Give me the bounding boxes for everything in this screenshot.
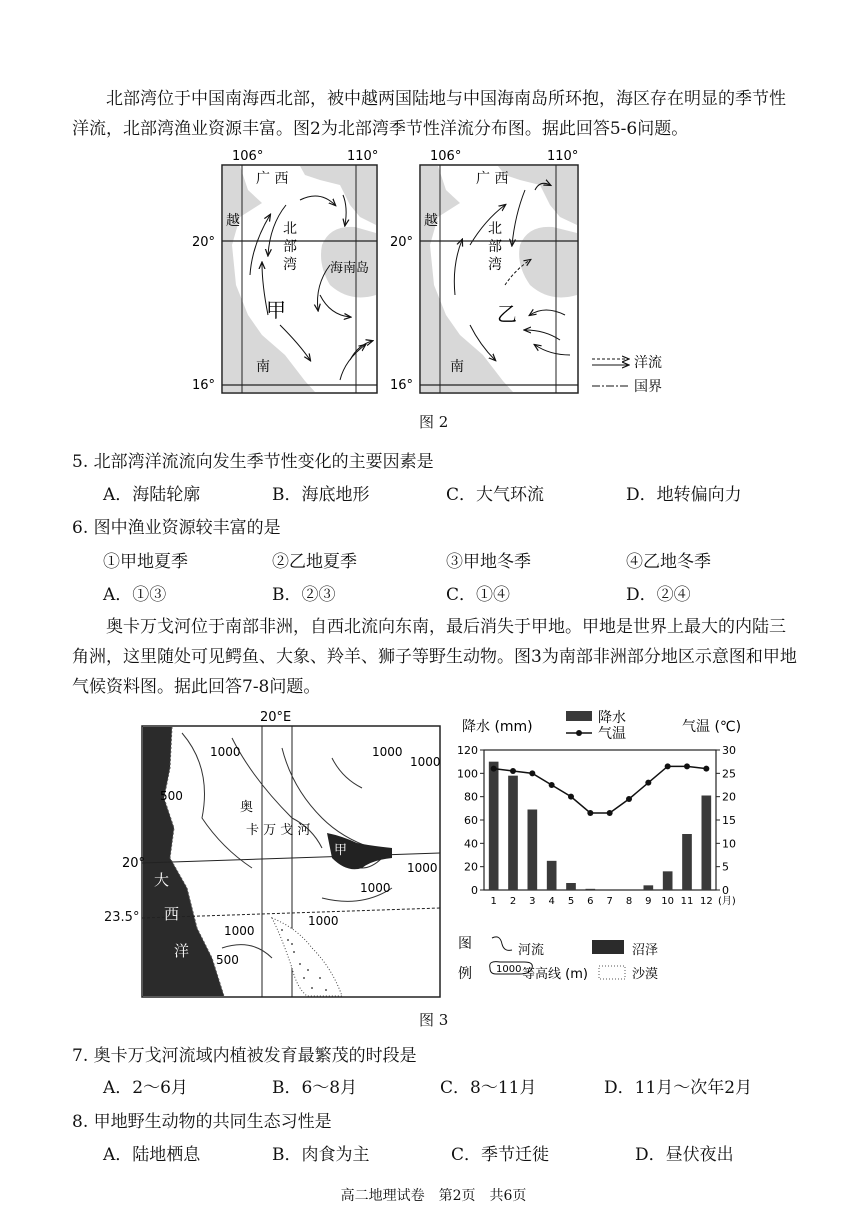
x-tick-label: 10 (661, 896, 675, 907)
map-lat-20: 20° (122, 856, 146, 871)
y2-tick-label: 15 (722, 814, 736, 827)
q8-option-a[interactable]: A．陆地栖息 (103, 1145, 201, 1165)
x-tick-label: 8 (625, 896, 633, 907)
q7-option-a[interactable]: A．2～6月 (103, 1078, 188, 1098)
q6-option-a[interactable]: A．①③ (103, 585, 167, 605)
river-label-2: 卡 万 戈 河 (246, 823, 311, 838)
q6-option-b[interactable]: B．②③ (272, 585, 336, 605)
legend-contour: 等高线 (m) (522, 967, 588, 982)
legend-desert: 沙漠 (632, 967, 659, 982)
ocean-label-2: 西 (164, 905, 180, 923)
q7-option-d[interactable]: D．11月～次年2月 (604, 1078, 753, 1098)
label-guangxi-right: 广 西 (476, 171, 509, 187)
label-bay-3-right: 湾 (488, 257, 502, 273)
label-jia-left: 甲 (266, 298, 286, 322)
temperature-point (510, 768, 516, 774)
y2-tick-label: 10 (722, 837, 736, 851)
q5-option-d[interactable]: D．地转偏向力 (626, 485, 742, 505)
legend-river-symbol (492, 937, 512, 951)
contour-label-6: 1000 (360, 881, 391, 895)
temperature-point (645, 780, 651, 786)
figure-2-caption: 图 2 (419, 413, 449, 431)
legend-swamp: 沼泽 (632, 943, 659, 958)
chart-ylabel: 降水 (mm) (462, 719, 533, 735)
chart-ticks (457, 744, 736, 907)
label-nan-left: 南 (256, 359, 270, 375)
figure-2-maps (0, 145, 867, 405)
contour-label-3: 500 (160, 789, 183, 803)
contour-label-8: 1000 (224, 924, 255, 938)
q6-statement-2: ②乙地夏季 (272, 552, 357, 572)
contour-label-4: 1000 (410, 755, 441, 769)
map-jia-label: 甲 (334, 843, 348, 858)
contour-label-5: 1000 (407, 861, 438, 875)
q8-option-c[interactable]: C．季节迁徙 (451, 1145, 550, 1165)
legend-border: 国界 (634, 379, 662, 395)
q8-option-b[interactable]: B．肉食为主 (272, 1145, 370, 1165)
lon-106-right: 106° (430, 149, 462, 164)
x-tick-label: 7 (606, 896, 613, 907)
page-footer: 高二地理试卷 第2页 共6页 (340, 1188, 527, 1204)
label-bay-1-right: 北 (488, 221, 502, 237)
y2-tick-label: 25 (722, 767, 736, 781)
label-guangxi-left: 广 西 (256, 171, 289, 187)
y-tick-label: 60 (464, 814, 478, 827)
x-tick-label: 1 (490, 896, 497, 907)
label-yi-right: 乙 (497, 302, 517, 326)
precip-bar (508, 776, 518, 890)
legend-temp-marker (576, 730, 582, 736)
temperature-point (684, 763, 690, 769)
legend-temp-label: 气温 (598, 726, 626, 742)
lat-20-left: 20° (192, 235, 216, 250)
figure-3-caption: 图 3 (419, 1011, 449, 1029)
map-left (192, 149, 378, 393)
precip-bar (682, 834, 692, 890)
q8-option-d[interactable]: D．昼伏夜出 (635, 1145, 734, 1165)
temperature-point (703, 766, 709, 772)
label-nan-right: 南 (450, 359, 464, 375)
question-6-stem: 6. 图中渔业资源较丰富的是 (72, 518, 281, 538)
intro-paragraph-1: 北部湾位于中国南海西北部，被中越两国陆地与中国海南岛所环抱，海区存在明显的季节性洋流，北部湾渔业资源丰富。图2为北部湾季节性洋流分布图。据此回答5-6问题。 (72, 89, 786, 139)
question-5-stem: 5. 北部湾洋流流向发生季节性变化的主要因素是 (72, 452, 434, 472)
climate-chart (454, 708, 744, 907)
temperature-point (549, 782, 555, 788)
legend-title-2: 例 (458, 966, 472, 982)
lat-16-left: 16° (192, 378, 216, 393)
precip-bar (702, 796, 712, 891)
temperature-point (529, 770, 535, 776)
legend-title-1: 图 (458, 936, 472, 952)
river-label-1: 奥 (240, 800, 254, 815)
precip-bar (489, 762, 499, 890)
map-lat-23-5: 23.5° (104, 910, 140, 925)
chart-y2label: 气温 (℃) (682, 719, 742, 735)
contour-label-9: 500 (216, 953, 239, 967)
temperature-point (568, 794, 574, 800)
ocean-label-1: 大 (154, 871, 170, 889)
x-tick-label: 12 (699, 896, 713, 907)
lon-106-left: 106° (232, 149, 264, 164)
y-tick-label: 80 (464, 790, 478, 804)
legend-precip-swatch (566, 711, 592, 721)
x-unit-label: (月) (718, 896, 736, 907)
q5-option-c[interactable]: C．大气环流 (446, 485, 545, 505)
question-7-stem: 7. 奥卡万戈河流域内植被发育最繁茂的时段是 (72, 1046, 417, 1066)
precip-bar (547, 861, 557, 890)
lon-110-right: 110° (547, 149, 579, 164)
y2-tick-label: 0 (722, 884, 729, 897)
label-bay-2-left: 部 (283, 239, 297, 255)
x-tick-label: 2 (509, 896, 517, 907)
temperature-point (626, 796, 632, 802)
label-hainan-left: 海南岛 (330, 261, 370, 276)
y-tick-label: 0 (471, 884, 478, 897)
x-tick-label: 3 (529, 896, 536, 907)
map-right (390, 149, 578, 393)
legend-desert-symbol (599, 966, 625, 979)
y2-tick-label: 5 (722, 860, 729, 874)
y-tick-label: 20 (464, 860, 478, 874)
label-bay-1-left: 北 (283, 221, 297, 237)
precip-bar (586, 889, 596, 890)
y2-tick-label: 20 (722, 790, 736, 804)
q6-statement-3: ③甲地冬季 (446, 552, 531, 572)
q6-option-d[interactable]: D．②④ (626, 585, 691, 605)
lat-16-right: 16° (390, 378, 414, 393)
legend-current: 洋流 (634, 355, 662, 371)
precip-bar (566, 883, 576, 890)
q5-option-a[interactable]: A．海陆轮廓 (103, 485, 201, 505)
intro-paragraph-2: 奥卡万戈河位于南部非洲，自西北流向东南，最后消失于甲地。甲地是世界上最大的内陆三角洲，这里随处可见鳄鱼、大象、羚羊、狮子等野生动物。图3为南部非洲部分地区示意图和甲地气候资料图。据此回答7-8问题。 (72, 617, 797, 697)
y2-tick-label: 30 (722, 744, 736, 757)
y-tick-label: 100 (457, 767, 478, 781)
label-bay-3-left: 湾 (283, 257, 297, 273)
map-lon-20e: 20°E (260, 710, 292, 725)
label-bay-2-right: 部 (488, 239, 502, 255)
chart-bars (489, 762, 711, 890)
temperature-point (665, 763, 671, 769)
label-yue-right: 越 (424, 213, 438, 229)
precip-bar (528, 810, 538, 891)
q6-option-c[interactable]: C．①④ (446, 585, 511, 605)
chart-temperature-line (491, 763, 710, 816)
q7-option-b[interactable]: B．6～8月 (272, 1078, 358, 1098)
x-tick-label: 6 (587, 896, 594, 907)
x-tick-label: 4 (548, 896, 555, 907)
question-8-stem: 8. 甲地野生动物的共同生态习性是 (72, 1112, 332, 1132)
q7-option-c[interactable]: C．8～11月 (440, 1078, 537, 1098)
temperature-point (607, 810, 613, 816)
y-tick-label: 40 (464, 837, 478, 851)
label-yue-left: 越 (226, 213, 240, 229)
temperature-line (494, 766, 707, 813)
contour-label-2: 1000 (372, 745, 403, 759)
y-tick-label: 120 (457, 744, 478, 757)
contour-label-1: 1000 (210, 745, 241, 759)
q5-option-b[interactable]: B．海底地形 (272, 485, 370, 505)
legend-river: 河流 (518, 943, 545, 958)
ocean-label-3: 洋 (174, 942, 190, 960)
temperature-point (587, 810, 593, 816)
q6-statement-1: ①甲地夏季 (103, 552, 188, 572)
fig2-legend (592, 354, 662, 395)
legend-precip-label: 降水 (598, 710, 626, 726)
x-tick-label: 5 (567, 896, 575, 907)
x-tick-label: 11 (680, 896, 694, 907)
lon-110-left: 110° (347, 149, 379, 164)
contour-label-7: 1000 (308, 914, 339, 928)
precip-bar (644, 885, 654, 890)
legend-contour-number: 1000 (496, 964, 522, 975)
figure-3-legend (454, 930, 754, 1000)
legend-swamp-symbol (592, 940, 624, 954)
lat-20-right: 20° (390, 235, 414, 250)
q6-statement-4: ④乙地冬季 (626, 552, 711, 572)
precip-bar (663, 871, 673, 890)
x-tick-label: 9 (645, 896, 652, 907)
temperature-point (491, 766, 497, 772)
